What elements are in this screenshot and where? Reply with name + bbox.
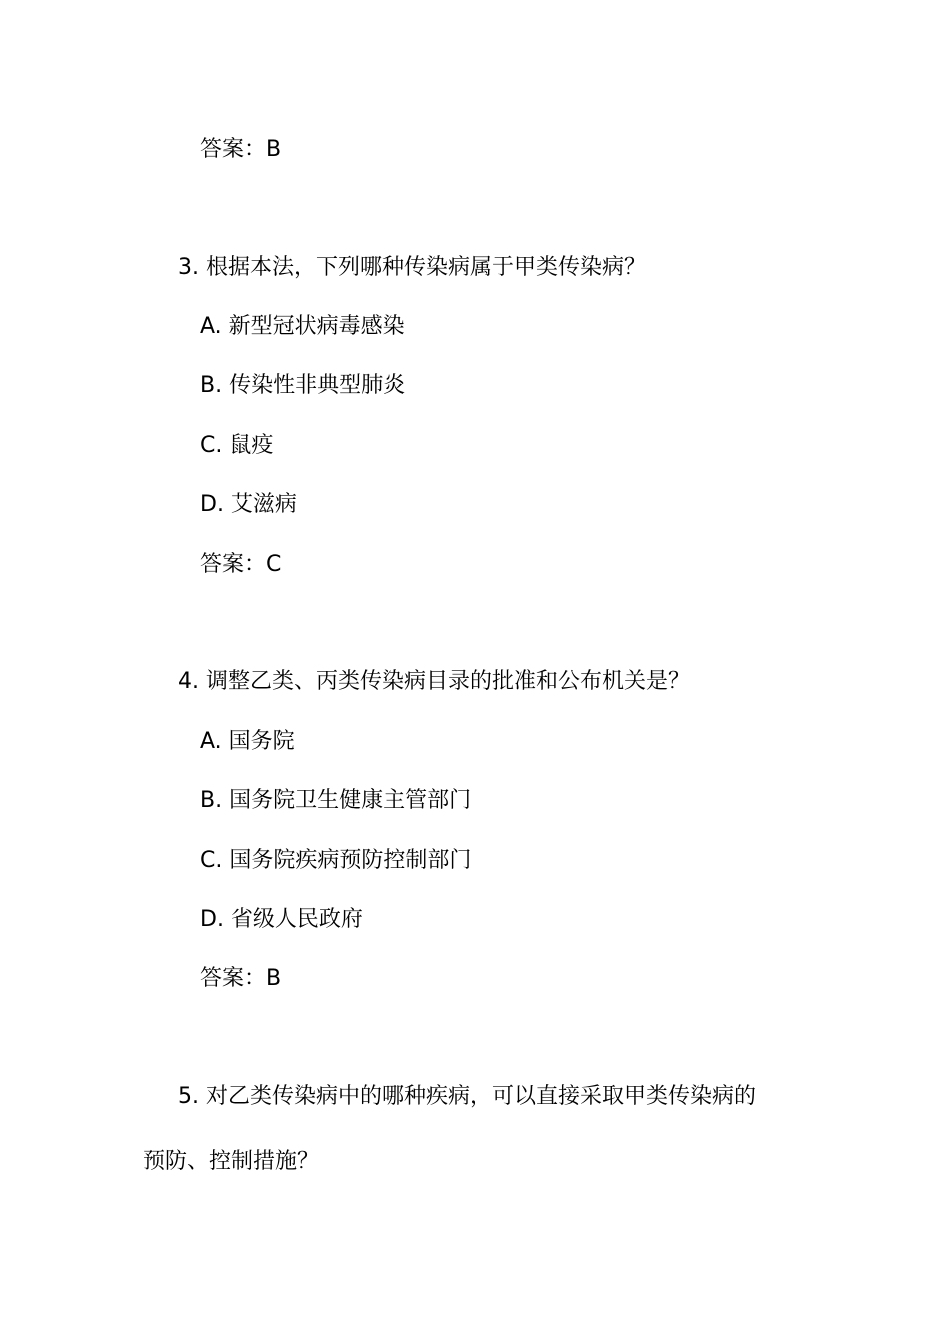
question-5-text-line-2: 预防、控制措施？ — [143, 1149, 320, 1174]
question-3-text: 3. 根据本法，下列哪种传染病属于甲类传染病？ — [178, 255, 646, 280]
question-4-option-b: B. 国务院卫生健康主管部门 — [200, 788, 472, 813]
question-3-option-d: D. 艾滋病 — [200, 492, 297, 517]
question-3-option-c: C. 鼠疫 — [200, 433, 274, 458]
question-4-text: 4. 调整乙类、丙类传染病目录的批准和公布机关是？ — [178, 669, 690, 694]
question-4-option-d: D. 省级人民政府 — [200, 907, 363, 932]
question-3-answer: 答案：C — [200, 552, 282, 577]
question-4-option-c: C. 国务院疾病预防控制部门 — [200, 848, 472, 873]
question-5-text-line-1: 5. 对乙类传染病中的哪种疾病，可以直接采取甲类传染病的 — [178, 1084, 756, 1109]
question-4-option-a: A. 国务院 — [200, 729, 295, 754]
question-4-answer: 答案：B — [200, 966, 282, 991]
question-3-option-b: B. 传染性非典型肺炎 — [200, 373, 406, 398]
question-3-option-a: A. 新型冠状病毒感染 — [200, 314, 405, 339]
previous-answer: 答案：B — [200, 137, 282, 162]
